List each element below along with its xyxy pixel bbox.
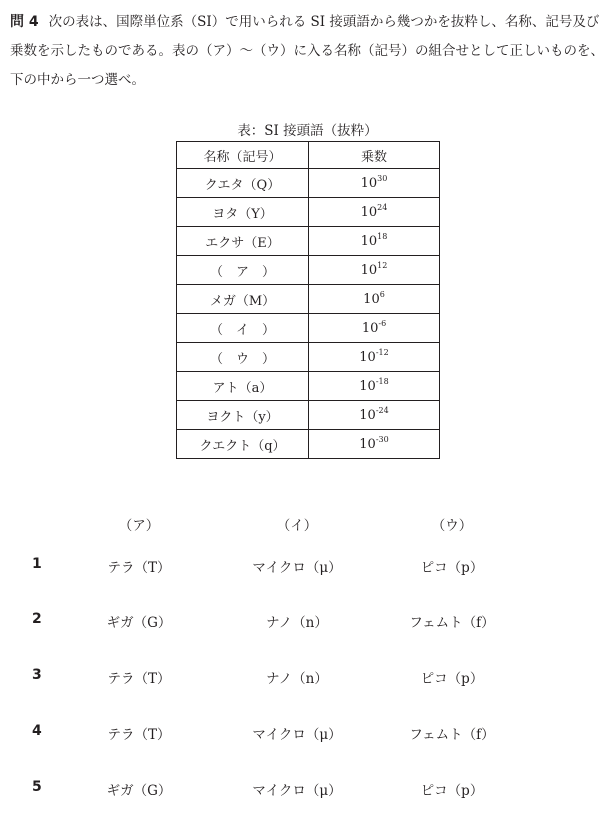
table-row — [177, 372, 440, 401]
table-row — [177, 314, 440, 343]
multiplier-cell — [309, 372, 440, 401]
choice-cell-b: ナノ（n） — [266, 671, 328, 687]
table-body — [177, 169, 440, 459]
choice-cell-a: テラ（T） — [107, 560, 171, 576]
multiplier-base: 10 — [360, 175, 378, 191]
multiplier-cell — [309, 256, 440, 285]
multiplier-base: 10 — [359, 407, 376, 423]
choice-header-u: （ウ） — [431, 518, 473, 534]
multiplier-cell — [309, 343, 440, 372]
choice-cell-c: ピコ（p） — [420, 783, 484, 799]
header-multiplier: 乗数 — [309, 142, 440, 169]
multiplier-exponent: 30 — [377, 173, 388, 183]
choice-header-a: （ア） — [118, 518, 160, 534]
prefix-name-cell: （ ウ ） — [177, 343, 309, 372]
prefix-name-cell: クエタ（Q） — [177, 169, 309, 198]
table-row — [177, 256, 440, 285]
table-row — [177, 198, 440, 227]
choice-cell-b: マイクロ（μ） — [252, 783, 342, 799]
choice-cell-b: ナノ（n） — [266, 615, 328, 631]
prefix-name-cell: （ ア ） — [177, 256, 309, 285]
table-row — [177, 169, 440, 198]
multiplier-exponent: 24 — [377, 202, 388, 212]
prefix-name-cell: ヨクト（y） — [177, 401, 309, 430]
question-text — [10, 8, 606, 95]
table-row — [177, 430, 440, 459]
table-row — [177, 285, 440, 314]
prefix-name-cell: クエクト（q） — [177, 430, 309, 459]
header-name-symbol: 名称（記号） — [177, 142, 309, 169]
choice-cell-c: フェムト（f） — [409, 615, 495, 631]
multiplier-exponent: -12 — [375, 347, 389, 357]
table-row — [177, 343, 440, 372]
choice-cell-b: マイクロ（μ） — [252, 560, 342, 576]
multiplier-cell — [309, 198, 440, 227]
multiplier-cell — [309, 285, 440, 314]
choice-cell-c: ピコ（p） — [420, 560, 484, 576]
multiplier-base: 10 — [359, 436, 376, 452]
choice-cell-a: ギガ（G） — [106, 783, 172, 799]
multiplier-cell — [309, 169, 440, 198]
multiplier-exponent: 6 — [379, 289, 385, 299]
question-number: 問 4 — [10, 14, 39, 30]
multiplier-base: 10 — [361, 320, 379, 336]
choice-cell-b: マイクロ（μ） — [252, 727, 342, 743]
choice-cell-a: テラ（T） — [107, 671, 171, 687]
choice-cell-c: ピコ（p） — [420, 671, 484, 687]
choice-number: 2 — [32, 611, 42, 627]
choice-cell-a: テラ（T） — [107, 727, 171, 743]
prefix-name-cell: （ イ ） — [177, 314, 309, 343]
question-body: 次の表は、国際単位系（SI）で用いられる SI 接頭語から幾つかを抜粋し、名称、記号及び乗数を示したものである。表の（ア）〜（ウ）に入る名称（記号）の組合せとして正しいものを、下の中から一つ選べ。 — [10, 14, 604, 88]
multiplier-base: 10 — [360, 233, 378, 249]
multiplier-cell — [309, 430, 440, 459]
prefix-name-cell: アト（a） — [177, 372, 309, 401]
choice-header-i: （イ） — [276, 518, 318, 534]
choice-number: 1 — [32, 556, 42, 572]
table-caption: 表：SI 接頭語（抜粋） — [237, 123, 378, 139]
multiplier-exponent: 12 — [377, 260, 388, 270]
multiplier-base: 10 — [360, 204, 378, 220]
prefix-name-cell: エクサ（E） — [177, 227, 309, 256]
multiplier-exponent: -6 — [378, 318, 387, 328]
prefix-name-cell: ヨタ（Y） — [177, 198, 309, 227]
multiplier-exponent: -30 — [375, 434, 389, 444]
multiplier-cell — [309, 227, 440, 256]
multiplier-base: 10 — [359, 349, 376, 365]
table-row — [177, 227, 440, 256]
table-header-row — [177, 142, 440, 169]
multiplier-exponent: 18 — [377, 231, 388, 241]
table-row — [177, 401, 440, 430]
multiplier-cell — [309, 401, 440, 430]
choice-number: 5 — [32, 779, 42, 795]
choice-cell-c: フェムト（f） — [409, 727, 495, 743]
choice-number: 4 — [32, 723, 42, 739]
choice-number: 3 — [32, 667, 42, 683]
multiplier-exponent: -18 — [375, 376, 389, 386]
multiplier-base: 10 — [363, 291, 380, 307]
multiplier-exponent: -24 — [375, 405, 389, 415]
choice-cell-a: ギガ（G） — [106, 615, 172, 631]
si-prefix-table — [176, 141, 440, 459]
multiplier-base: 10 — [359, 378, 376, 394]
multiplier-cell — [309, 314, 440, 343]
prefix-name-cell: メガ（M） — [177, 285, 309, 314]
multiplier-base: 10 — [360, 262, 378, 278]
